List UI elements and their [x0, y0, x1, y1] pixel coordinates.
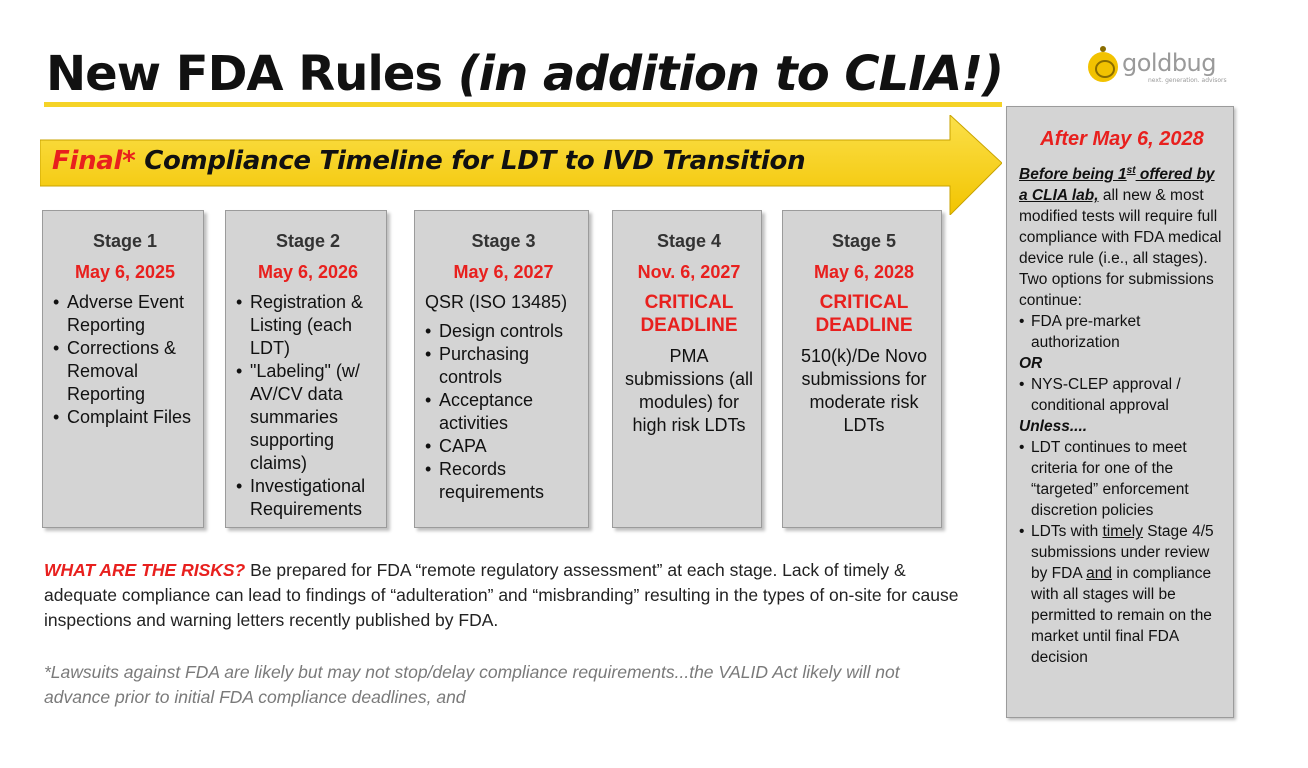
stage-title: Stage 3	[471, 231, 536, 251]
title-main: New FDA Rules	[46, 46, 458, 102]
stage-body: PMA submissions (all modules) for high risk LDTs	[624, 346, 754, 435]
stage-date: Nov. 6, 2027	[637, 262, 741, 282]
side-option: • NYS-CLEP approval / conditional approval	[1019, 374, 1225, 416]
title-italic: (in addition to CLIA!)	[457, 46, 1004, 102]
after-2028-panel	[1006, 106, 1234, 718]
stage-date: May 6, 2025	[74, 262, 176, 282]
stage-5-card	[782, 210, 942, 528]
risks-paragraph	[44, 558, 964, 633]
side-lead-rest: all new & most modified tests will require full compliance with FDA medical device rule (i.e., all stages). Two options for submissions continue:	[1019, 187, 1222, 310]
risks-text: Be prepared for FDA “remote regulatory assessment” at each stage. Lack of timely & adequate compliance can lead to findings of “adulteration” and “misbranding” resulting in the types of on-site for cause inspections and warning letters recently published by FDA.	[44, 560, 959, 630]
stage-bullet: • Registration & Listing (each LDT)	[236, 291, 380, 360]
side-unless: Unless....	[1019, 418, 1088, 436]
logo-tagline: next. generation. advisors	[1148, 77, 1227, 84]
side-heading: After May 6, 2028	[1040, 128, 1204, 150]
logo-dot-icon	[1100, 46, 1106, 52]
side-condition: • LDT continues to meet criteria for one of the “targeted” enforcement discretion policies	[1019, 437, 1225, 521]
stage-4-card	[612, 210, 762, 528]
stage-title: Stage 1	[92, 231, 158, 251]
stage-bullet: • Investigational Requirements	[236, 475, 380, 521]
stage-bullet: • Records requirements	[425, 458, 582, 504]
side-lead	[1019, 160, 1225, 311]
logo-bug-icon	[1088, 52, 1118, 82]
cond2-c: in compliance with all stages will be permitted to remain on the market until final FDA decision	[1031, 565, 1212, 667]
cond2-and: and	[1086, 565, 1113, 583]
cond2-b: Stage 4/5 submissions under review by FDA	[1031, 523, 1214, 583]
stage-bullet: • "Labeling" (w/ AV/CV data summaries supporting claims)	[236, 360, 380, 475]
stage-bullet: • Corrections & Removal Reporting	[53, 337, 197, 406]
cond2-a: LDTs with	[1031, 523, 1103, 541]
goldbug-logo	[1086, 44, 1226, 86]
side-condition	[1019, 521, 1225, 668]
stage-3-card	[414, 210, 589, 528]
stage-bullet: • Adverse Event Reporting	[53, 291, 197, 337]
stage-1-card	[42, 210, 204, 528]
title-underline	[44, 102, 1002, 107]
stage-date: May 6, 2028	[813, 262, 915, 282]
stage-bullet: • Design controls	[425, 320, 582, 343]
banner-final: Final*	[52, 146, 136, 176]
side-or: OR	[1019, 355, 1043, 373]
side-lead-a: Before being 1	[1019, 166, 1127, 184]
critical-deadline: CRITICAL DEADLINE	[815, 292, 913, 336]
footnote: *Lawsuits against FDA are likely but may not stop/delay compliance requirements...the VALID Act likely will not advance prior to initial FDA compliance deadlines, and	[44, 662, 900, 707]
stage-2-card	[225, 210, 387, 528]
cond2-timely: timely	[1102, 523, 1143, 541]
side-lead-b: offered by a CLIA lab,	[1019, 166, 1215, 205]
banner-text: Compliance Timeline for LDT to IVD Transition	[135, 146, 806, 176]
side-option: • FDA pre-market authorization	[1019, 311, 1225, 353]
stage-bullet: • Complaint Files	[53, 406, 197, 429]
stage-body: 510(k)/De Novo submissions for moderate risk LDTs	[800, 346, 928, 435]
critical-deadline: CRITICAL DEADLINE	[640, 292, 738, 336]
stage-bullet: • CAPA	[425, 435, 582, 458]
risks-lead: WHAT ARE THE RISKS?	[44, 560, 246, 580]
stage-bullet: • Acceptance activities	[425, 389, 582, 435]
page-title	[46, 46, 1003, 102]
stage-date: May 6, 2027	[453, 262, 554, 282]
stage-title: Stage 2	[275, 231, 341, 251]
stage-date: May 6, 2026	[257, 262, 359, 282]
stage-bullet: • Purchasing controls	[425, 343, 582, 389]
logo-word: goldbug	[1122, 49, 1216, 77]
stage-title: Stage 4	[656, 231, 722, 251]
stage-title: Stage 5	[831, 231, 897, 251]
timeline-banner	[52, 146, 805, 176]
side-lead-sup: st	[1126, 165, 1136, 176]
stage-intro: QSR (ISO 13485)	[425, 292, 568, 312]
